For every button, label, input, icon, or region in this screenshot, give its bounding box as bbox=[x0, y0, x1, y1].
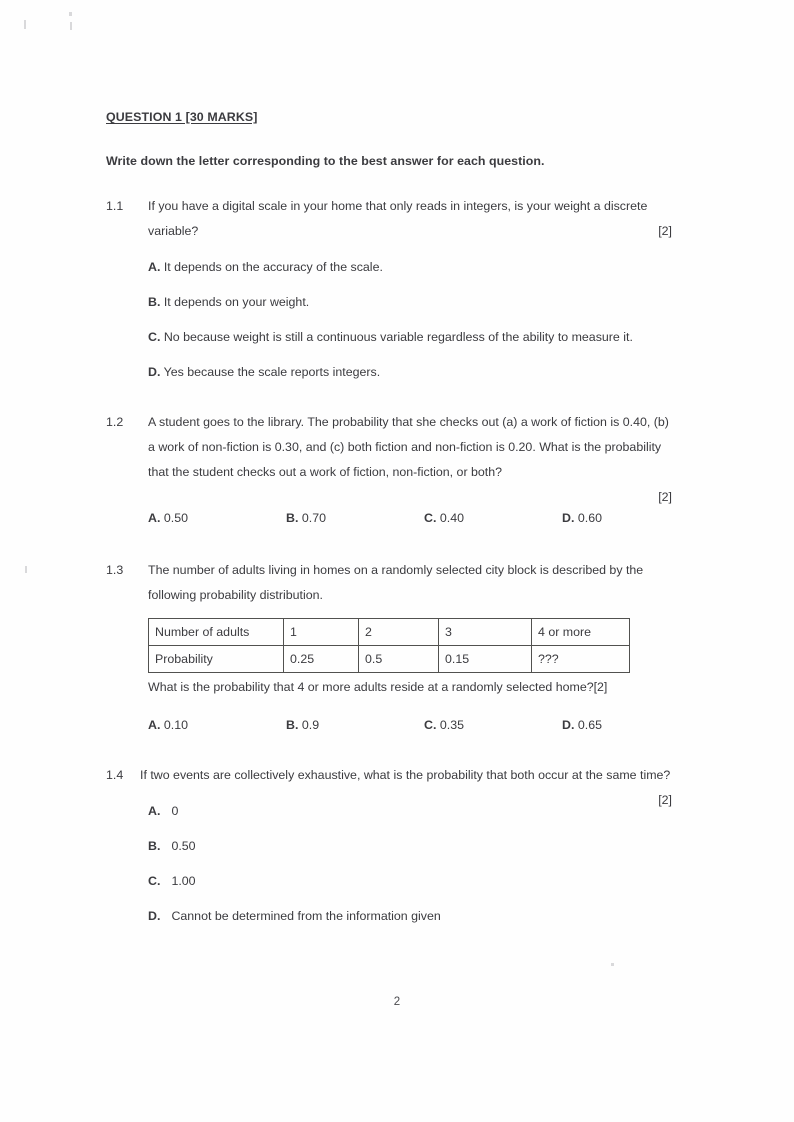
option-text: 0.70 bbox=[301, 511, 326, 525]
question-number: 1.1 bbox=[106, 199, 124, 213]
page-title: QUESTION 1 [30 MARKS] bbox=[106, 110, 258, 124]
probability-distribution-table bbox=[148, 618, 630, 673]
table-cell: Number of adults bbox=[149, 619, 284, 646]
option-a[interactable] bbox=[148, 714, 286, 737]
option-letter: A. bbox=[148, 804, 161, 818]
question-number: 1.4 bbox=[106, 768, 124, 782]
option-text: 0.9 bbox=[301, 718, 320, 732]
options-list bbox=[148, 507, 672, 530]
option-text: Cannot be determined from the information given bbox=[171, 909, 441, 923]
option-d[interactable] bbox=[148, 905, 672, 928]
option-b[interactable] bbox=[148, 291, 672, 314]
scan-speckle bbox=[611, 963, 614, 966]
question-1-2 bbox=[106, 410, 672, 530]
scan-speckle bbox=[24, 20, 26, 29]
page-number: 2 bbox=[393, 996, 401, 1008]
option-text: Yes because the scale reports integers. bbox=[163, 365, 381, 379]
option-letter: D. bbox=[562, 511, 575, 525]
question-1-3 bbox=[106, 558, 672, 737]
option-text: 0.35 bbox=[439, 718, 464, 732]
scan-speckle bbox=[25, 566, 27, 573]
question-1-1 bbox=[106, 194, 672, 384]
option-c[interactable] bbox=[424, 714, 562, 737]
option-d[interactable] bbox=[562, 714, 700, 737]
table-row bbox=[149, 619, 630, 646]
table-row bbox=[149, 646, 630, 673]
question-text: A student goes to the library. The probability that she checks out (a) a work of fiction is 0.40, (b) a work of non-fiction is 0.30, and (c) both fiction and non-fiction is 0.20. What is the probability that the student checks out a work of fiction, non-fiction, or both? bbox=[148, 415, 669, 479]
option-a[interactable] bbox=[148, 800, 672, 823]
options-list bbox=[140, 800, 672, 928]
option-letter: A. bbox=[148, 260, 161, 274]
option-c[interactable] bbox=[148, 870, 672, 893]
options-list bbox=[148, 256, 672, 384]
option-text: It depends on the accuracy of the scale. bbox=[163, 260, 383, 274]
table-cell: 4 or more bbox=[532, 619, 630, 646]
option-c[interactable] bbox=[424, 507, 562, 530]
option-d[interactable] bbox=[148, 361, 672, 384]
table-cell: Probability bbox=[149, 646, 284, 673]
question-1-4 bbox=[106, 763, 672, 928]
table-cell: 0.25 bbox=[284, 646, 359, 673]
scan-speckle bbox=[70, 22, 72, 30]
option-text: It depends on your weight. bbox=[163, 295, 310, 309]
option-letter: B. bbox=[148, 295, 161, 309]
question-marks: [2] bbox=[658, 793, 672, 807]
option-text: 0.65 bbox=[577, 718, 602, 732]
option-text: No because weight is still a continuous variable regardless of the ability to measure it. bbox=[163, 330, 633, 344]
question-number: 1.2 bbox=[106, 415, 124, 429]
document-body bbox=[106, 110, 672, 928]
option-a[interactable] bbox=[148, 256, 672, 279]
question-marks: [2] bbox=[658, 224, 672, 238]
option-b[interactable] bbox=[148, 835, 672, 858]
question-follow-up-text: What is the probability that 4 or more adults reside at a randomly selected home?[2] bbox=[148, 680, 608, 694]
option-text: 0.10 bbox=[163, 718, 188, 732]
question-text: The number of adults living in homes on a randomly selected city block is described by the following probability distribution. bbox=[148, 563, 644, 602]
option-letter: A. bbox=[148, 511, 161, 525]
option-letter: C. bbox=[148, 330, 161, 344]
option-text: 0.40 bbox=[439, 511, 464, 525]
question-text: If you have a digital scale in your home that only reads in integers, is your weight a discrete variable? bbox=[148, 199, 648, 238]
option-letter: C. bbox=[148, 874, 161, 888]
options-list bbox=[148, 714, 672, 737]
option-text: 0.50 bbox=[171, 839, 196, 853]
option-a[interactable] bbox=[148, 507, 286, 530]
scan-speckle bbox=[69, 12, 72, 16]
option-letter: B. bbox=[148, 839, 161, 853]
table-cell: 0.15 bbox=[439, 646, 532, 673]
option-letter: C. bbox=[424, 511, 437, 525]
question-marks: [2] bbox=[658, 490, 672, 504]
option-text: 0.60 bbox=[577, 511, 602, 525]
option-b[interactable] bbox=[286, 714, 424, 737]
option-text: 1.00 bbox=[171, 874, 196, 888]
table-cell: 2 bbox=[359, 619, 439, 646]
option-c[interactable] bbox=[148, 326, 672, 349]
option-letter: A. bbox=[148, 718, 161, 732]
question-text: If two events are collectively exhaustive, what is the probability that both occur at the same time? bbox=[140, 768, 671, 782]
option-letter: B. bbox=[286, 718, 299, 732]
question-number: 1.3 bbox=[106, 563, 124, 577]
option-letter: D. bbox=[148, 365, 161, 379]
option-text: 0 bbox=[171, 804, 179, 818]
table-cell: 1 bbox=[284, 619, 359, 646]
table-cell: 0.5 bbox=[359, 646, 439, 673]
instruction-text: Write down the letter corresponding to the best answer for each question. bbox=[106, 154, 545, 168]
option-letter: D. bbox=[148, 909, 161, 923]
option-letter: C. bbox=[424, 718, 437, 732]
option-b[interactable] bbox=[286, 507, 424, 530]
table-cell: ??? bbox=[532, 646, 630, 673]
table-cell: 3 bbox=[439, 619, 532, 646]
option-letter: D. bbox=[562, 718, 575, 732]
option-letter: B. bbox=[286, 511, 299, 525]
option-text: 0.50 bbox=[163, 511, 188, 525]
option-d[interactable] bbox=[562, 507, 700, 530]
